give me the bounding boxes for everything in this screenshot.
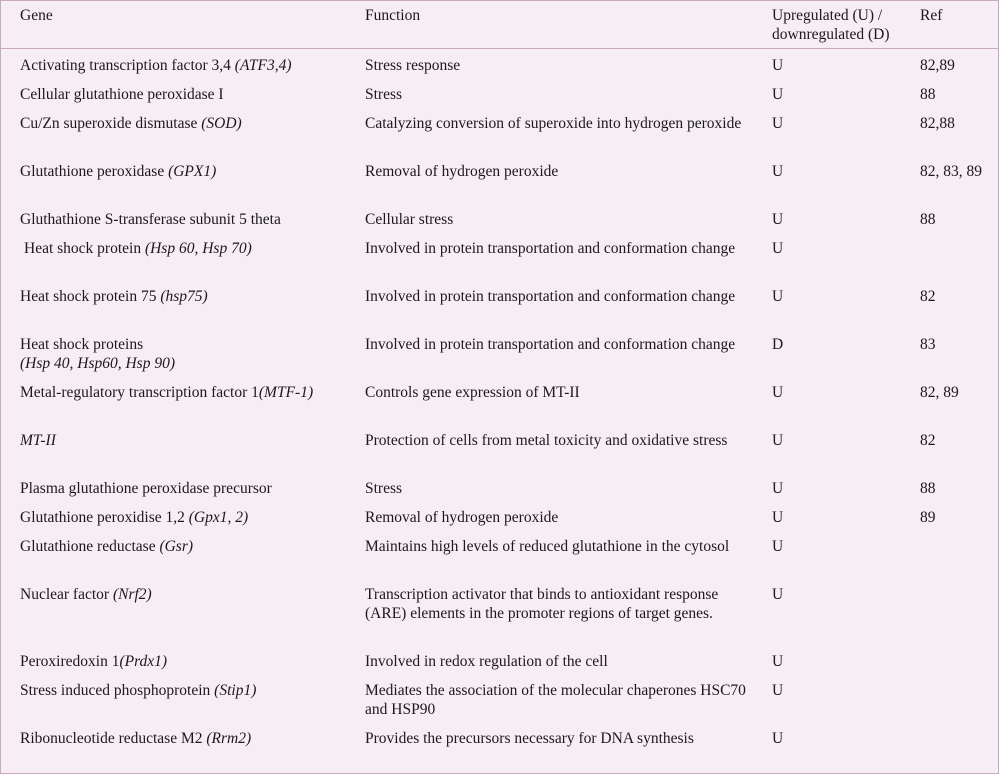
- gene-symbol: (Hsp 40, Hsp60, Hsp 90): [20, 355, 175, 372]
- table-row: [1, 532, 999, 580]
- gene-name: Cellular glutathione peroxidase I: [20, 86, 224, 103]
- cell-gene: [1, 109, 345, 157]
- cell-gene: [1, 474, 345, 503]
- cell-gene: [1, 580, 345, 647]
- table-row: [1, 49, 999, 81]
- table-row: [1, 109, 999, 157]
- gene-name: Peroxiredoxin 1: [20, 653, 120, 670]
- cell-ref: [900, 724, 999, 753]
- gene-symbol: (MTF-1): [258, 384, 314, 401]
- gene-symbol: (Prdx1): [119, 653, 168, 670]
- header-row: [1, 1, 999, 49]
- gene-name: Glutathione peroxidase: [20, 163, 169, 180]
- table-body: [1, 49, 999, 754]
- gene-symbol: (Hsp 60, Hsp 70): [144, 240, 252, 257]
- gene-name: Nuclear factor: [20, 586, 113, 603]
- gene-name: Plasma glutathione peroxidase precursor: [20, 480, 272, 497]
- cell-function: Removal of hydrogen peroxide: [365, 163, 559, 180]
- gene-symbol: (Stip1): [214, 682, 257, 699]
- table-row: [1, 474, 999, 503]
- cell-ref: 83: [920, 336, 936, 353]
- gene-symbol: (SOD): [201, 115, 242, 132]
- table-row: [1, 426, 999, 474]
- cell-function: Mediates the association of the molecular chaperones HSC70 and HSP90: [365, 682, 746, 718]
- cell-function: Stress: [365, 86, 403, 103]
- cell-ref: [900, 647, 999, 676]
- table-row: [1, 503, 999, 532]
- table-row: [1, 580, 999, 647]
- cell-ref: 88: [920, 480, 936, 497]
- table-row: [1, 330, 999, 378]
- cell-gene: [1, 330, 345, 378]
- cell-regulation: U: [772, 57, 784, 74]
- cell-function: Stress: [365, 480, 403, 497]
- table-row: [1, 724, 999, 753]
- cell-gene: [1, 282, 345, 330]
- cell-regulation: U: [772, 682, 784, 699]
- cell-gene: [1, 426, 345, 474]
- cell-regulation: U: [772, 538, 784, 555]
- cell-ref: 82: [920, 288, 936, 305]
- gene-table: [1, 1, 999, 753]
- gene-symbol: (ATF3,4): [234, 57, 292, 74]
- cell-gene: [1, 647, 345, 676]
- cell-regulation: U: [772, 653, 784, 670]
- gene-name: Ribonucleotide reductase M2: [20, 730, 207, 747]
- gene-name: Gluthathione S-transferase subunit 5 theta: [20, 211, 281, 228]
- cell-regulation: U: [772, 288, 784, 305]
- cell-regulation: U: [772, 586, 784, 603]
- header-gene: Gene: [1, 1, 345, 49]
- cell-regulation: U: [772, 730, 784, 747]
- table-row: [1, 234, 999, 282]
- cell-ref: 82, 89: [920, 384, 959, 401]
- header-function: Function: [345, 1, 752, 49]
- gene-symbol: (Gsr): [159, 538, 194, 555]
- table-row: [1, 676, 999, 724]
- table-row: [1, 157, 999, 205]
- cell-gene: [1, 503, 345, 532]
- cell-function: Transcription activator that binds to antioxidant response (ARE) elements in the promoter regions of target genes.: [365, 586, 719, 622]
- cell-regulation: U: [772, 86, 784, 103]
- cell-function: Controls gene expression of MT-II: [365, 384, 580, 401]
- gene-name: Cu/Zn superoxide dismutase: [20, 115, 202, 132]
- table-row: [1, 282, 999, 330]
- cell-ref: [900, 676, 999, 724]
- cell-gene: [1, 205, 345, 234]
- table-row: [1, 80, 999, 109]
- gene-name: Heat shock protein: [24, 240, 145, 257]
- gene-name: Glutathione reductase: [20, 538, 160, 555]
- cell-function: Cellular stress: [365, 211, 454, 228]
- cell-function: Stress response: [365, 57, 461, 74]
- cell-regulation: U: [772, 240, 784, 257]
- header-regulation: Upregulated (U) / downregulated (D): [752, 1, 900, 49]
- gene-name: Metal-regulatory transcription factor 1: [20, 384, 259, 401]
- cell-ref: 88: [920, 86, 936, 103]
- cell-regulation: U: [772, 509, 784, 526]
- header-ref: Ref: [900, 1, 999, 49]
- table-header: [1, 1, 999, 49]
- cell-ref: 82, 83, 89: [920, 163, 982, 180]
- cell-ref: 82: [920, 432, 936, 449]
- cell-regulation: U: [772, 115, 784, 132]
- gene-symbol: (GPX1): [168, 163, 217, 180]
- cell-function: Removal of hydrogen peroxide: [365, 509, 559, 526]
- cell-gene: [1, 234, 345, 282]
- table-row: [1, 647, 999, 676]
- cell-gene: [1, 676, 345, 724]
- cell-regulation: U: [772, 211, 784, 228]
- cell-ref: [900, 532, 999, 580]
- cell-function: Involved in protein transportation and conformation change: [365, 336, 736, 353]
- cell-ref: 82,88: [920, 115, 955, 132]
- cell-ref: [900, 580, 999, 647]
- cell-function: Protection of cells from metal toxicity and oxidative stress: [365, 432, 728, 449]
- cell-regulation: U: [772, 432, 784, 449]
- cell-regulation: U: [772, 480, 784, 497]
- gene-symbol: (Gpx1, 2): [188, 509, 249, 526]
- gene-symbol: MT-II: [20, 432, 56, 449]
- cell-ref: [900, 234, 999, 282]
- cell-function: Involved in protein transportation and conformation change: [365, 240, 736, 257]
- gene-symbol: (hsp75): [160, 288, 208, 305]
- cell-ref: 82,89: [920, 57, 955, 74]
- table-row: [1, 378, 999, 426]
- cell-gene: [1, 724, 345, 753]
- cell-gene: [1, 532, 345, 580]
- cell-regulation: D: [772, 336, 784, 353]
- cell-ref: 88: [920, 211, 936, 228]
- cell-function: Catalyzing conversion of superoxide into hydrogen peroxide: [365, 115, 742, 132]
- cell-gene: [1, 80, 345, 109]
- cell-regulation: U: [772, 384, 784, 401]
- cell-ref: 89: [920, 509, 936, 526]
- cell-regulation: U: [772, 163, 784, 180]
- gene-name: Glutathione peroxidise 1,2: [20, 509, 189, 526]
- gene-name: Heat shock protein 75: [20, 288, 161, 305]
- cell-gene: [1, 49, 345, 81]
- table-row: [1, 205, 999, 234]
- gene-symbol: (Nrf2): [112, 586, 152, 603]
- cell-function: Provides the precursors necessary for DNA synthesis: [365, 730, 694, 747]
- gene-name: Heat shock proteins: [20, 336, 144, 353]
- cell-gene: [1, 378, 345, 426]
- cell-gene: [1, 157, 345, 205]
- gene-symbol: (Rrm2): [206, 730, 252, 747]
- cell-function: Involved in redox regulation of the cell: [365, 653, 608, 670]
- gene-name: Stress induced phosphoprotein: [20, 682, 215, 699]
- cell-function: Maintains high levels of reduced glutathione in the cytosol: [365, 538, 730, 555]
- gene-name: Activating transcription factor 3,4: [20, 57, 235, 74]
- cell-function: Involved in protein transportation and conformation change: [365, 288, 736, 305]
